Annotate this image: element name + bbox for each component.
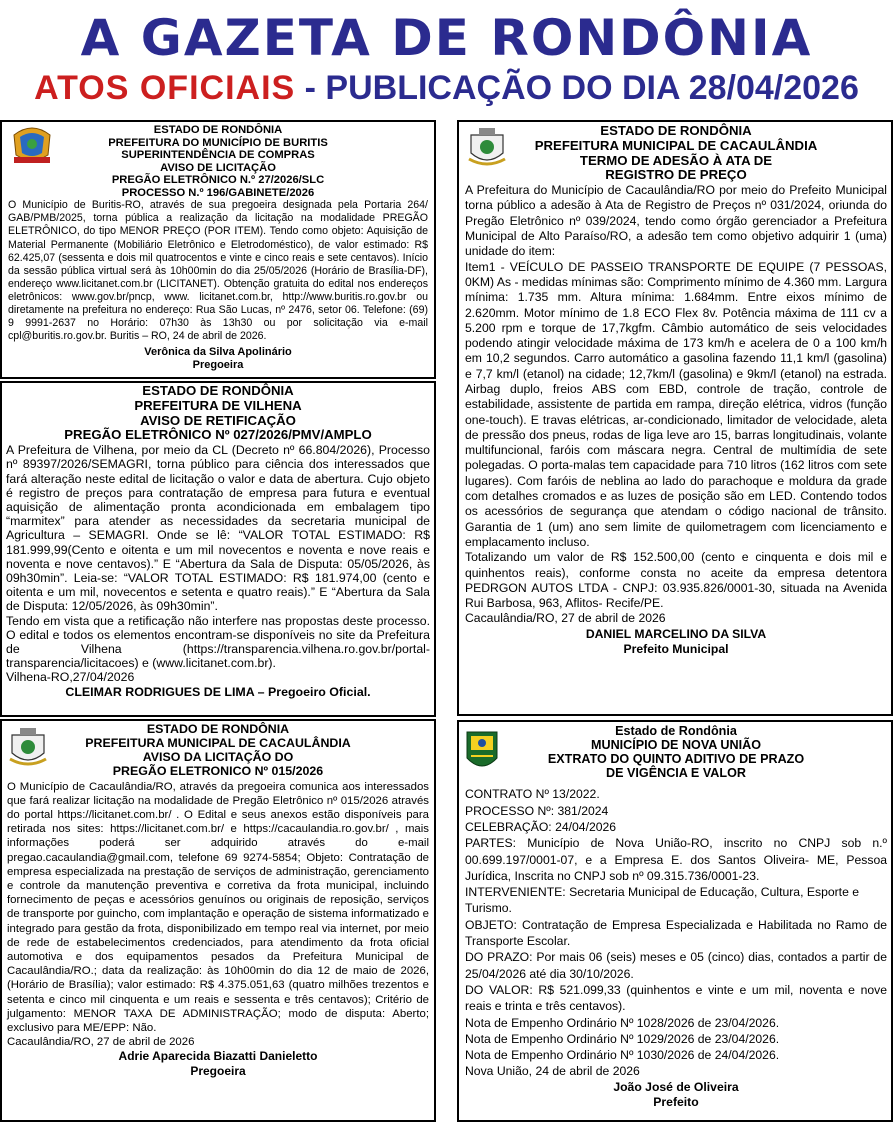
atos-oficiais-label: ATOS OFICIAIS bbox=[34, 69, 296, 107]
newspaper-title: A GAZETA DE RONDÔNIA bbox=[80, 9, 813, 67]
notice-cacaulandia-termo bbox=[457, 120, 893, 716]
cacaulandia-termo-body: A Prefeitura do Município de Cacaulândia/RO por meio do Prefeito Municipal torna público a adesão à Ata de Registro de Preços nº 031/2024, oriunda do Pregão Eletrônico nº 039/2024, tendo como órgão gerenciador a Prefeitura Municipal de Alto Paraíso/RO, a adesão tem como objetivo adquirir 1 (uma) unidade do item: Item1 - VEÍCULO DE PASSEIO TRANSPORTE DE EQUIPE (7 PESSOAS, 0KM) As - medidas mínimas são: Comprimento mínimo de 4.360 mm. Largura mínima: 1.735 mm. Altura mínima: 1.684mm. Entre eixos mínimo de 2.620mm. Motor mínimo de 1.8 ECO Flex 8v. Potência máxima de 111 cv a 5.200 rpm e torque de 17,7kgfm. Câmbio automático de seis velocidades podendo atingir velocidade máxima de 173 km/h e acelera de 0 a 100 km/h em 10,2 segundos. Carro automático a gasolina fazendo 11,1 km/l (gasolina) e 7,7 km/l (etanol) na cidade; 12,7km/l (gasolina) e 9km/l (etanol) na estrada. Airbag duplo, freios ABS com EBD, controle de tração, controle de estabilidade, assistente de partida em rampa, direção elétrica, vidros (função one-touch). E travas elétricas, ar-condicionado, limitador de velocidade, aleta de pressão dos pneus, rodas de liga leve aro 15, barras longitudinais, volante multifuncional, faróis com máscara negra. Central de multimídia de sete polegadas. O porta-malas tem capacidade para 710 litros (162 litros com sete lugares). Com faróis de neblina ao lado do parachoque e moldura da grade com detalhes cromados e as luzes de posição são em LED. Contendo todos os acessórios de segurança que atendam o código nacional de trânsito. Garantia de 1 (um) ano sem limite de quilometragem com licenciamento e emplacamento incluso. Totalizando um valor de R$ 152.500,00 (cento e cinquenta e dois mil e quinhentos reais), conforme consta no aceite da empresa detentora PEDRGON AUTOS LTDA - CNPJ: 03.935.826/0001-30, situada na Avenida Rui Barbosa, 963, Aflitos- Recife/PE. Cacaulândia/RO, 27 de abril de 2026 bbox=[465, 183, 887, 626]
masthead bbox=[0, 0, 893, 120]
separator: - bbox=[295, 69, 326, 107]
publication-line bbox=[0, 66, 893, 110]
vilhena-body: A Prefeitura de Vilhena, por meio da CL (Decreto nº 66.804/2026), Processo nº 89397/2026/SEMAGRI, torna público para ciência dos interessados que fará alteração neste edital de licitação o valor e data de abertura. Cujo objeto é registro de preços para contratação de empresa para futura e eventual aquisição de alimentação pronta acondicionada em embalagem tipo “marmitex” para atender as necessidades da secretaria municipal de Agricultura – SEMAGRI. Onde se lê: “VALOR TOTAL ESTIMADO: R$ 181.999,99(Cento e oitenta e um mil novecentos e noventa e nove reais e noventa e nove centavos).” E “Abertura da Sala de Disputa: 05/05/2026, às 09h30min”. Leia-se: “VALOR TOTAL ESTIMADO: R$ 181.974,00 (cento e oitenta e um mil, novecentos e setenta e quatro reais).” E “Abertura da Sala de Disputa: 12/05/2026, às 09h30min”. Tendo em vista que a retificação não interfere nas propostas deste processo. O edital e todos os elementos encontram-se disponíveis no site da Prefeitura de Vilhena (https://transparencia.vilhena.ro.gov.br/portal-transparencia/licitacoes) e (www.licitanet.com.br). Vilhena-RO,27/04/2026 bbox=[6, 443, 430, 685]
cacaulandia-coat-of-arms-icon bbox=[8, 727, 48, 769]
buritis-header: ESTADO DE RONDÔNIA PREFEITURA DO MUNICÍPIO DE BURITIS SUPERINTENDÊNCIA DE COMPRAS AVISO DE LICITAÇÃO PREGÃO ELETRÔNICO N.º 27/2026/SLC PROCESSO N.º 196/GABINETE/2026 bbox=[108, 124, 328, 199]
buritis-signature: Verônica da Silva Apolinário Pregoeira bbox=[144, 346, 292, 372]
buritis-body: O Município de Buritis-RO, através de sua pregoeira designada pela Portaria 264/ GAB/PMB/2025, torna pública a realização da licitação na modalidade PREGÃO ELETRÔNICO, do tipo MENOR PREÇO (POR ITEM). Tendo como objeto: Aquisição de Material Permanente (Mobiliário Eletrônico e Eletrodoméstico), de valor estimado: R$ 62.425,07 (sessenta e dois mil quatrocentos e vinte e cinco reais e sete centavos). Início da sessão pública virtual será às 10h00min do dia 25/05/2026 (Horário de Brasília-DF), endereço www.licitanet.com.br (LICITANET). Obtenção gratuita do edital nos endereços eletrônicos: www.gov.br/pncp, www. licitanet.com.br, http://www.buritis.ro.gov.br ou diretamente na prefeitura no endereço: Rua São Lucas, nº 2476, setor 06. Telefone: (69) 9 9991-2637 no Horário: 07h30 às 13h30 ou por solicitação via e-mail cpl@buritis.ro.gov.br. Buritis – RO, 24 de abril de 2026. bbox=[8, 199, 428, 343]
cacaulandia-aviso-body: O Município de Cacaulândia/RO, através da pregoeira comunica aos interessados que fará realizar licitação na modalidade de Pregão Eletrônico nº 015/2026 através do portal https://licitanet.com.br/ . O Edital e seus anexos estão disponíveis para retirada nos sites: https://licitanet.com.br/ e https://cacaulandia.ro.gov.br/ , mais informações poderá ser adquirido através do e-mail pregao.cacaulandia@gmail.com, telefone 69 9274-5854; Objeto: Contratação de empresa especializada na prestação de serviços de administração, gerenciamento e controle da manutenção preventiva e corretiva da frota municipal, incluindo fornecimento de peças e acessórios genuínos ou originais de reposição, serviços de transporte por guincho, com implantação e operação de sistema informatizado e integrado para gestão da frota, disponibilizado em tempo real via internet, por meio de rede de estabelecimentos credenciados, para atendimento da frota oficial automotiva e dos equipamentos pesados da Prefeitura Municipal de Cacaulândia/RO.; data da realização: às 10h00min do dia 12 de maio de 2026, (Horário de Brasília); valor estimado: R$ 4.375.051,63 (quatro milhões trezentos e setenta e cinco mil cinquenta e um reais e sessenta e três centavos); Critério de julgamento: MENOR TAXA DE ADMINISTRAÇÃO; modo de disputa: Aberto; exclusivo para ME/EPP: Não. Cacaulândia/RO, 27 de abril de 2026 bbox=[7, 780, 429, 1049]
cacaulandia-termo-header: ESTADO DE RONDÔNIA PREFEITURA MUNICIPAL DE CACAULÂNDIA TERMO DE ADESÃO À ATA DE REGISTRO DE PREÇO bbox=[534, 123, 818, 183]
cacaulandia-termo-signature: DANIEL MARCELINO DA SILVA Prefeito Municipal bbox=[585, 626, 767, 656]
nova-uniao-header: Estado de Rondônia MUNICÍPIO DE NOVA UNIÃO EXTRATO DO QUINTO ADITIVO DE PRAZO DE VIGÊNCIA E VALOR bbox=[547, 724, 805, 781]
notice-buritis bbox=[0, 120, 436, 379]
notice-nova-uniao bbox=[457, 720, 893, 1122]
nova-uniao-coat-of-arms-icon bbox=[465, 728, 499, 774]
cacaulandia-aviso-signature: Adrie Aparecida Biazatti Danieletto Pregoeira bbox=[118, 1049, 318, 1079]
notice-vilhena bbox=[0, 381, 436, 717]
cacaulandia-aviso-header: ESTADO DE RONDÔNIA PREFEITURA MUNICIPAL DE CACAULÂNDIA AVISO DA LICITAÇÃO DO PREGÃO ELETRONICO Nº 015/2026 bbox=[85, 722, 351, 778]
vilhena-header: ESTADO DE RONDÔNIA PREFEITURA DE VILHENA AVISO DE RETIFICAÇÃO PREGÃO ELETRÔNICO Nº 027/2026/PMV/AMPLO bbox=[64, 383, 372, 443]
cacaulandia-termo-coat-of-arms-icon bbox=[467, 127, 507, 169]
vilhena-signature: CLEIMAR RODRIGUES DE LIMA – Pregoeiro Oficial. bbox=[65, 684, 371, 699]
nova-uniao-signature: João José de Oliveira Prefeito bbox=[613, 1079, 739, 1110]
buritis-coat-of-arms-icon bbox=[8, 125, 56, 165]
notice-cacaulandia-aviso bbox=[0, 719, 436, 1122]
publication-date: PUBLICAÇÃO DO DIA 28/04/2026 bbox=[325, 69, 859, 107]
nova-uniao-body: CONTRATO Nº 13/2022. PROCESSO Nº: 381/2024 CELEBRAÇÃO: 24/04/2026 PARTES: Município de Nova União-RO, inscrito no CNPJ sob n.º 00.699.197/0001-07, e a Empresa E. dos Santos Oliveira- ME, Pessoa Jurídica, Inscrita no CNPJ sob nº 09.315.736/0001-23. INTERVENIENTE: Secretaria Municipal de Educação, Cultura, Esporte e Turismo. OBJETO: Contratação de Empresa Especializada e Habilitada no Ramo de Transporte Escolar. DO PRAZO: Por mais 06 (seis) meses e 05 (cinco) dias, contados a partir de 25/04/2026 até dia 30/10/2026. DO VALOR: R$ 521.099,33 (quinhentos e vinte e um mil, noventa e nove reais e trinta e três centavos). Nota de Empenho Ordinário Nº 1028/2026 de 23/04/2026. Nota de Empenho Ordinário Nº 1029/2026 de 23/04/2026. Nota de Empenho Ordinário Nº 1030/2026 de 24/04/2026. Nova União, 24 de abril de 2026 bbox=[465, 787, 887, 1079]
